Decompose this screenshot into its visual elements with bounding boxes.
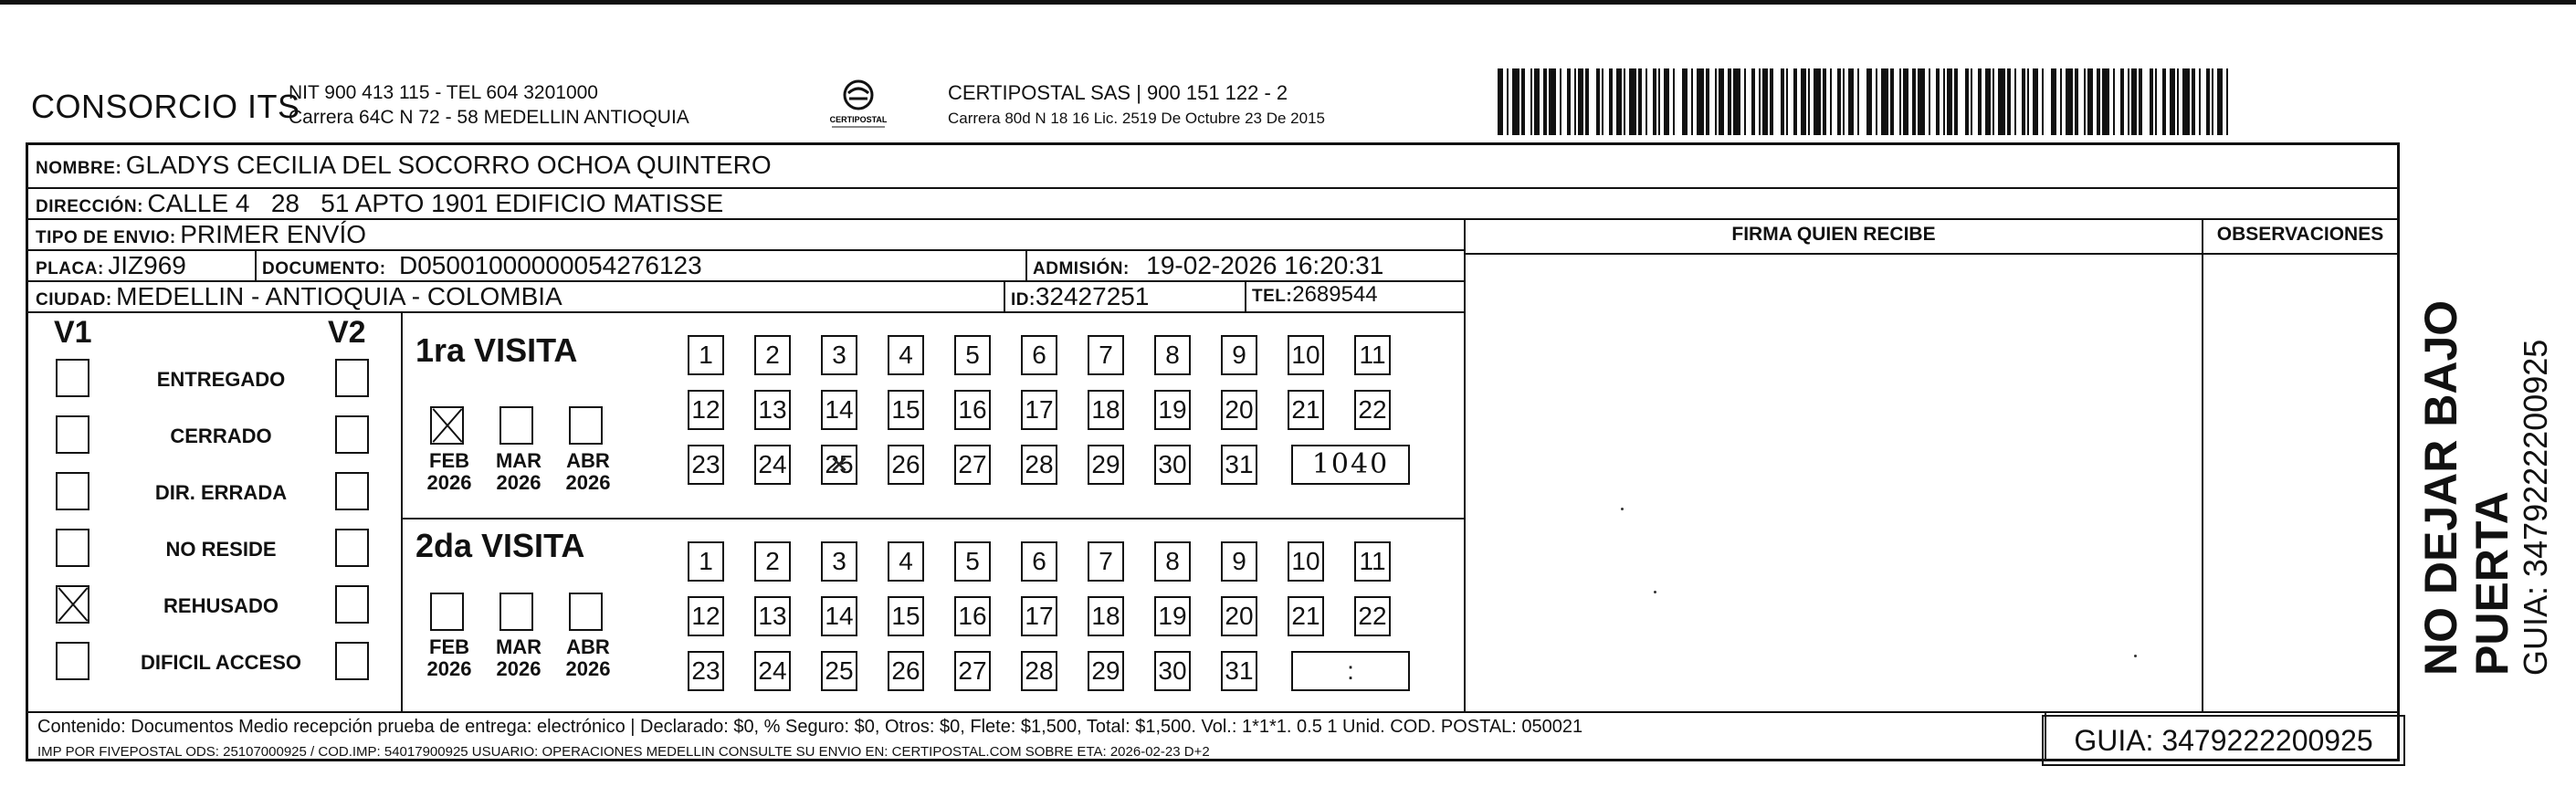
day-box[interactable]: 23 (688, 651, 724, 691)
month-label (558, 636, 618, 680)
visit-time-value: : (1347, 656, 1354, 685)
day-box[interactable]: 4 (888, 335, 924, 375)
observaciones-header: OBSERVACIONES (2216, 224, 2384, 245)
day-box[interactable]: 28 (1021, 445, 1057, 485)
day-box[interactable]: 9 (1221, 541, 1257, 582)
day-box[interactable]: 16 (954, 390, 991, 430)
barcode-bar (1733, 68, 1740, 135)
day-box[interactable]: 30 (1154, 445, 1191, 485)
divider (28, 311, 1464, 313)
day-box[interactable]: 2 (754, 335, 791, 375)
day-box[interactable]: 18 (1088, 596, 1124, 636)
month-checkbox[interactable] (569, 406, 603, 445)
day-box[interactable]: 7 (1088, 541, 1124, 582)
barcode-bar (2182, 68, 2190, 135)
day-box[interactable]: 11 (1354, 541, 1391, 582)
admision-value: 19-02-2026 16:20:31 (1146, 251, 1384, 279)
day-box[interactable]: 19 (1154, 596, 1191, 636)
day-box[interactable]: 10 (1288, 335, 1324, 375)
ciudad-field (36, 282, 563, 311)
tel-label: TEL: (1252, 287, 1293, 306)
status-label: ENTREGADO (156, 368, 286, 391)
v1-checkbox[interactable] (56, 642, 89, 680)
day-box[interactable]: 12 (688, 596, 724, 636)
month-year: 2026 (496, 471, 541, 494)
barcode-bar (1697, 68, 1704, 135)
placa-label: PLACA: (36, 259, 104, 278)
divider (2397, 220, 2399, 711)
day-box[interactable]: 10 (1288, 541, 1324, 582)
month-year: 2026 (565, 657, 611, 680)
month-name: ABR (566, 449, 610, 472)
month-label (419, 636, 479, 680)
barcode-bar (2226, 68, 2228, 135)
month-year: 2026 (496, 657, 541, 680)
day-box[interactable]: 16 (954, 596, 991, 636)
v1-label: V1 (54, 315, 92, 350)
tracking-barcode (1498, 68, 2228, 135)
tel-value: 2689544 (1292, 282, 1378, 307)
month-label (489, 636, 549, 680)
day-box[interactable]: 20 (1221, 596, 1257, 636)
divider (401, 313, 403, 711)
day-box[interactable]: 27 (954, 651, 991, 691)
divider (1004, 282, 1005, 311)
day-box[interactable]: 18 (1088, 390, 1124, 430)
v2-checkbox[interactable] (335, 585, 369, 624)
company-nit-line: NIT 900 413 115 - TEL 604 3201000 (289, 82, 598, 103)
day-box[interactable]: 3 (821, 541, 857, 582)
barcode-bar (2066, 68, 2073, 135)
barcode-bar (1549, 68, 1556, 135)
v1-checkbox[interactable] (56, 472, 89, 510)
v2-checkbox[interactable] (335, 415, 369, 454)
day-box[interactable]: 21 (1288, 390, 1324, 430)
day-box[interactable]: 20 (1221, 390, 1257, 430)
divider (1464, 220, 1466, 711)
divider (28, 711, 2397, 713)
day-box[interactable]: 22 (1354, 390, 1391, 430)
barcode-bar (1881, 68, 1888, 135)
day-box[interactable]: 15 (888, 596, 924, 636)
month-label (558, 450, 618, 494)
id-value: 32427251 (1035, 282, 1150, 310)
scan-speck (1621, 508, 1624, 510)
firma-header: FIRMA QUIEN RECIBE (1731, 224, 1936, 245)
day-box[interactable]: 9 (1221, 335, 1257, 375)
month-name: FEB (429, 635, 469, 658)
delivery-form (26, 142, 2400, 761)
day-box[interactable]: 28 (1021, 651, 1057, 691)
side-guia-number: GUIA: 3479222200925 (2517, 339, 2554, 676)
day-box[interactable]: 23 (688, 445, 724, 485)
day-box[interactable]: 22 (1354, 596, 1391, 636)
day-box[interactable]: 13 (754, 596, 791, 636)
barcode-bar (1918, 68, 1925, 135)
day-box[interactable]: 19 (1154, 390, 1191, 430)
documento-label: DOCUMENTO: (262, 259, 386, 278)
divider (1466, 253, 2397, 255)
v2-checkbox[interactable] (335, 642, 369, 680)
company-name: CONSORCIO ITS (31, 88, 300, 125)
day-box[interactable]: 5 (954, 335, 991, 375)
barcode-bar (1958, 68, 1965, 135)
documento-field (262, 251, 702, 280)
day-box[interactable]: 25 ✕ (821, 445, 857, 485)
nombre-label: NOMBRE: (36, 159, 122, 178)
day-box[interactable]: 31 (1221, 651, 1257, 691)
barcode-bar (2044, 68, 2051, 135)
visit-time-value: 1040 (1311, 448, 1390, 480)
v1-checkbox[interactable] (56, 359, 89, 397)
status-label: NO RESIDE (165, 538, 277, 561)
footer-print-line: IMP POR FIVEPOSTAL ODS: 25107000925 / COD.IMP: 54017900925 USUARIO: OPERACIONES MEDELLIN CONSULTE SU ENVIO EN: CERTIPOSTAL.COM SOBRE ETA: 2026-02-23 D+2 (37, 744, 1210, 760)
side-warning (2415, 110, 2554, 676)
nombre-value: GLADYS CECILIA DEL SOCORRO OCHOA QUINTERO (125, 151, 772, 179)
v1-checkbox[interactable] (56, 585, 89, 624)
month-label (489, 450, 549, 494)
tipo-value: PRIMER ENVÍO (180, 220, 367, 248)
day-box[interactable]: 14 (821, 596, 857, 636)
barcode-bar (1629, 68, 1636, 135)
day-box[interactable]: 8 (1154, 541, 1191, 582)
divider (1025, 251, 1027, 280)
divider (2202, 220, 2203, 711)
barcode-bar (2142, 68, 2150, 135)
divider (403, 518, 1464, 519)
barcode-bar (1675, 68, 1682, 135)
month-name: MAR (495, 449, 542, 472)
footer-content-line: Contenido: Documentos Medio recepción prueba de entrega: electrónico | Declarado: $0, % Seguro: $0, Otros: $0, Flete: $1,500, Total: $1,500. Vol.: 1*1*1. 0.5 1 Unid. COD. POSTAL: 050021 (37, 717, 1583, 737)
day-box[interactable]: 25 (821, 651, 857, 691)
admision-label: ADMISIÓN: (1033, 259, 1130, 278)
day-box[interactable]: 6 (1021, 335, 1057, 375)
status-label: REHUSADO (163, 594, 279, 617)
certipostal-info (948, 80, 1325, 131)
day-box[interactable]: 7 (1088, 335, 1124, 375)
status-label: DIFICIL ACCESO (140, 651, 301, 674)
month-name: FEB (429, 449, 469, 472)
day-box[interactable]: 17 (1021, 390, 1057, 430)
divider (28, 218, 2397, 220)
day-box[interactable]: 15 (888, 390, 924, 430)
month-checkbox[interactable] (499, 406, 533, 445)
day-box[interactable]: 1 (688, 541, 724, 582)
placa-value: JIZ969 (108, 251, 186, 279)
day-box[interactable]: 26 (888, 445, 924, 485)
month-year: 2026 (426, 471, 472, 494)
v2-checkbox[interactable] (335, 472, 369, 510)
day-box[interactable]: 17 (1021, 596, 1057, 636)
v2-checkbox[interactable] (335, 359, 369, 397)
v1-checkbox[interactable] (56, 415, 89, 454)
divider (255, 251, 257, 280)
barcode-bar (1589, 68, 1596, 135)
barcode-bar (1512, 68, 1519, 135)
day-box[interactable]: 26 (888, 651, 924, 691)
day-box[interactable]: 30 (1154, 651, 1191, 691)
direccion-row (36, 189, 723, 218)
svg-text:CERTIPOSTAL: CERTIPOSTAL (829, 115, 888, 124)
visit1-title: 1ra VISITA (415, 331, 578, 369)
guia-number-box: GUIA: 3479222200925 (2042, 715, 2405, 766)
documento-value: D05001000000054276123 (399, 251, 702, 279)
day-box[interactable]: 27 (954, 445, 991, 485)
month-year: 2026 (565, 471, 611, 494)
day-box[interactable]: 13 (754, 390, 791, 430)
divider (1245, 282, 1246, 311)
visit2-title: 2da VISITA (415, 527, 585, 564)
placa-field (36, 251, 186, 280)
day-box[interactable]: 5 (954, 541, 991, 582)
month-name: ABR (566, 635, 610, 658)
v1-checkbox[interactable] (56, 529, 89, 567)
tel-field (1252, 282, 1378, 308)
certipostal-nit: CERTIPOSTAL SAS | 900 151 122 - 2 (948, 81, 1288, 104)
day-box[interactable]: 14 (821, 390, 857, 430)
month-name: MAR (495, 635, 542, 658)
nombre-row (36, 151, 772, 180)
admision-field (1033, 251, 1383, 280)
day-box[interactable]: 12 (688, 390, 724, 430)
month-year: 2026 (426, 657, 472, 680)
tipo-row (36, 220, 366, 249)
id-field (1011, 282, 1149, 311)
status-label: DIR. ERRADA (154, 481, 288, 504)
certipostal-logo (825, 77, 892, 131)
barcode-bar (1859, 68, 1866, 135)
v2-checkbox[interactable] (335, 529, 369, 567)
month-checkbox[interactable] (430, 406, 464, 445)
v2-label: V2 (328, 315, 366, 350)
day-box[interactable]: 6 (1021, 541, 1057, 582)
certipostal-license: Carrera 80d N 18 16 Lic. 2519 De Octubre 23 De 2015 (948, 110, 1325, 127)
day-box[interactable]: 21 (1288, 596, 1324, 636)
barcode-bar (2102, 68, 2109, 135)
day-box[interactable]: 4 (888, 541, 924, 582)
scan-speck (2134, 655, 2137, 657)
scan-speck (1654, 591, 1656, 593)
status-label: CERRADO (170, 425, 272, 447)
day-box[interactable]: 3 (821, 335, 857, 375)
top-border-line (0, 0, 2576, 5)
day-box[interactable]: 31 (1221, 445, 1257, 485)
direccion-label: DIRECCIÓN: (36, 197, 143, 216)
company-address-line: Carrera 64C N 72 - 58 MEDELLIN ANTIOQUIA (289, 107, 689, 128)
certipostal-logo-icon (825, 77, 892, 131)
day-box[interactable]: 1 (688, 335, 724, 375)
visit-time-box[interactable] (1291, 445, 1410, 485)
month-checkbox[interactable] (569, 593, 603, 631)
company-nit-block (289, 80, 689, 130)
direccion-value: CALLE 4 28 51 APTO 1901 EDIFICIO MATISSE (147, 189, 724, 217)
barcode-bar (1814, 68, 1821, 135)
day-box[interactable]: 24 (754, 651, 791, 691)
day-box[interactable]: 29 (1088, 651, 1124, 691)
ciudad-label: CIUDAD: (36, 290, 112, 310)
month-checkbox[interactable] (499, 593, 533, 631)
tipo-label: TIPO DE ENVIO: (36, 228, 176, 247)
day-box[interactable]: 8 (1154, 335, 1191, 375)
id-label: ID: (1011, 290, 1036, 310)
barcode-bar (1998, 68, 2005, 135)
month-checkbox[interactable] (430, 593, 464, 631)
day-box[interactable]: 24 (754, 445, 791, 485)
day-box[interactable]: 29 (1088, 445, 1124, 485)
side-warning-title: NO DEJAR BAJO PUERTA (2415, 299, 2518, 676)
month-label (419, 450, 479, 494)
barcode-bar (1773, 68, 1781, 135)
ciudad-value: MEDELLIN - ANTIOQUIA - COLOMBIA (116, 282, 563, 310)
day-box[interactable]: 11 (1354, 335, 1391, 375)
day-box[interactable]: 2 (754, 541, 791, 582)
visit-time-box[interactable] (1291, 651, 1410, 691)
